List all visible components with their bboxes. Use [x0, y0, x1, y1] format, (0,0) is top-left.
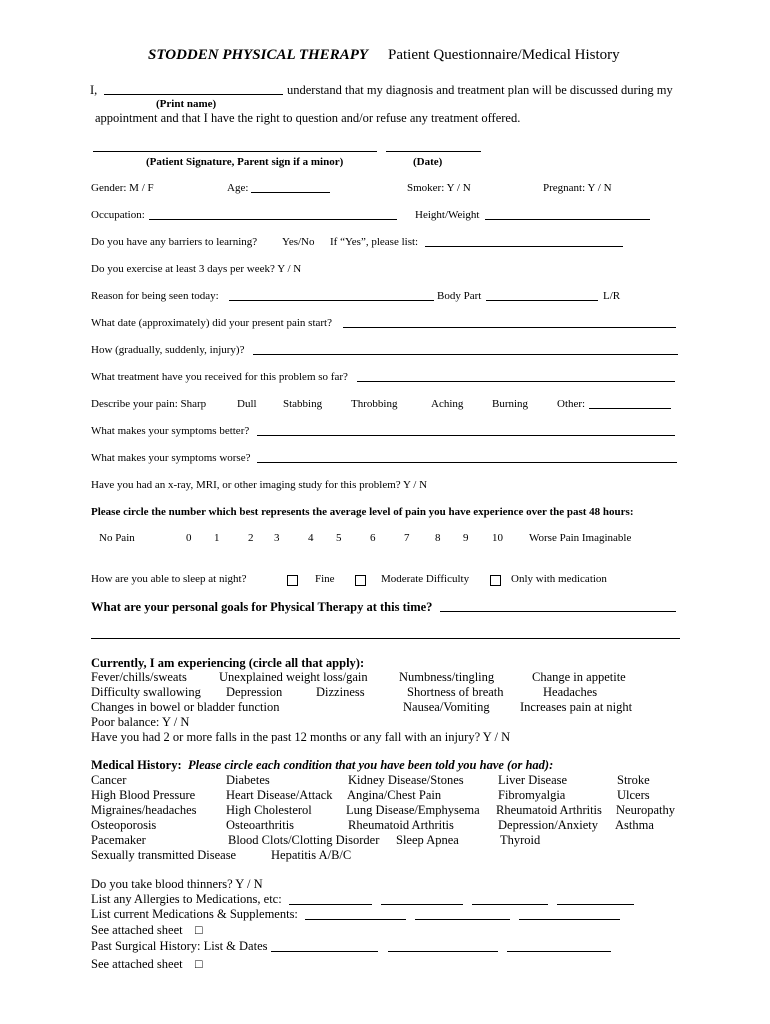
form-title: Patient Questionnaire/Medical History	[388, 47, 620, 63]
poor-balance: Poor balance: Y / N	[91, 715, 190, 729]
condition-liver: Liver Disease	[498, 773, 568, 787]
reason-label: Reason for being seen today:	[91, 290, 219, 302]
sleep-moderate-label: Moderate Difficulty	[381, 573, 470, 585]
condition-kidney: Kidney Disease/Stones	[348, 773, 464, 787]
condition-lung: Lung Disease/Emphysema	[346, 803, 480, 817]
symptom-numbness: Numbness/tingling	[399, 670, 495, 684]
body-part-label: Body Part	[437, 290, 482, 302]
allergies-label: List any Allergies to Medications, etc:	[91, 892, 282, 906]
age-field[interactable]	[251, 192, 330, 193]
pain-type-dull: Dull	[237, 398, 257, 410]
symptom-depression: Depression	[226, 685, 283, 699]
current-meds-field-3[interactable]	[519, 919, 620, 920]
medical-history-instruction: Please circle each condition that you have been told you have (or had):	[188, 758, 554, 772]
gender-label: Gender: M / F	[91, 182, 154, 194]
symptom-breath: Shortness of breath	[407, 685, 504, 699]
pain-scale-4[interactable]: 4	[308, 532, 314, 544]
allergies-field-4[interactable]	[557, 904, 634, 905]
condition-cholesterol: High Cholesterol	[226, 803, 312, 817]
sleep-fine-checkbox[interactable]	[287, 575, 298, 586]
surgical-field-1[interactable]	[271, 951, 378, 952]
current-meds-label: List current Medications & Supplements:	[91, 907, 298, 921]
pain-scale-9[interactable]: 9	[463, 532, 469, 544]
condition-std: Sexually transmitted Disease	[91, 848, 237, 862]
pain-start-field[interactable]	[343, 327, 676, 328]
pain-type-stabbing: Stabbing	[283, 398, 323, 410]
smoker-label: Smoker: Y / N	[407, 182, 471, 194]
date-caption: (Date)	[413, 156, 443, 168]
falls-question: Have you had 2 or more falls in the past 12 months or any fall with an injury? Y / N	[91, 730, 511, 744]
goals-field-2[interactable]	[91, 638, 680, 639]
pain-how-question: How (gradually, suddenly, injury)?	[91, 344, 245, 356]
pain-type-burning: Burning	[492, 398, 529, 410]
current-meds-field-1[interactable]	[305, 919, 406, 920]
goals-field-1[interactable]	[440, 611, 676, 612]
pain-scale-min-label: No Pain	[99, 532, 135, 544]
condition-osteoarthritis: Osteoarthritis	[226, 818, 295, 832]
sleep-medication-checkbox[interactable]	[490, 575, 501, 586]
pain-scale-0[interactable]: 0	[186, 532, 192, 544]
describe-pain-label: Describe your pain: Sharp	[91, 398, 207, 410]
reason-field[interactable]	[229, 300, 434, 301]
barriers-yes-no: Yes/No	[282, 236, 315, 248]
condition-hepatitis: Hepatitis A/B/C	[271, 848, 352, 862]
pain-type-throbbing: Throbbing	[351, 398, 398, 410]
condition-sleep-apnea: Sleep Apnea	[396, 833, 459, 847]
height-weight-field[interactable]	[485, 219, 650, 220]
signature-field[interactable]	[93, 151, 377, 152]
condition-blood-clots: Blood Clots/Clotting Disorder	[228, 833, 380, 847]
current-meds-field-2[interactable]	[415, 919, 510, 920]
pain-scale-max-label: Worse Pain Imaginable	[529, 532, 632, 544]
condition-osteoporosis: Osteoporosis	[91, 818, 157, 832]
condition-stroke: Stroke	[617, 773, 650, 787]
symptom-nausea: Nausea/Vomiting	[403, 700, 490, 714]
condition-asthma: Asthma	[615, 818, 654, 832]
condition-thyroid: Thyroid	[500, 833, 541, 847]
body-part-field[interactable]	[486, 300, 598, 301]
print-name-caption: (Print name)	[156, 98, 217, 110]
barriers-list-field[interactable]	[425, 246, 623, 247]
allergies-field-1[interactable]	[289, 904, 372, 905]
pain-scale-6[interactable]: 6	[370, 532, 376, 544]
pain-start-question: What date (approximately) did your present pain start?	[91, 317, 332, 329]
blood-thinners-question: Do you take blood thinners? Y / N	[91, 877, 263, 891]
symptom-swallowing: Difficulty swallowing	[91, 685, 201, 699]
pain-scale-7[interactable]: 7	[404, 532, 410, 544]
worse-question: What makes your symptoms worse?	[91, 452, 251, 464]
signature-caption: (Patient Signature, Parent sign if a minor)	[146, 156, 344, 168]
barriers-list-label: If “Yes”, please list:	[330, 236, 419, 248]
worse-field[interactable]	[257, 462, 677, 463]
occupation-label: Occupation:	[91, 209, 145, 221]
age-label: Age:	[227, 182, 249, 194]
sleep-fine-label: Fine	[315, 573, 335, 585]
currently-heading: Currently, I am experiencing (circle all that apply):	[91, 656, 365, 670]
print-name-field[interactable]	[104, 94, 283, 95]
pain-type-other: Other:	[557, 398, 586, 410]
condition-ulcers: Ulcers	[617, 788, 650, 802]
symptom-fever: Fever/chills/sweats	[91, 670, 187, 684]
lr-label: L/R	[603, 290, 621, 302]
occupation-field[interactable]	[149, 219, 397, 220]
symptom-night-pain: Increases pain at night	[520, 700, 633, 714]
imaging-question: Have you had an x-ray, MRI, or other imaging study for this problem? Y / N	[91, 479, 428, 491]
pain-scale-instruction: Please circle the number which best represents the average level of pain you have experience over the past 48 hours:	[91, 506, 634, 518]
exercise-question: Do you exercise at least 3 days per week? Y / N	[91, 263, 302, 275]
see-attached-meds-checkbox[interactable]: □	[195, 923, 203, 937]
surgical-field-2[interactable]	[388, 951, 498, 952]
pain-type-aching: Aching	[431, 398, 464, 410]
pain-how-field[interactable]	[253, 354, 678, 355]
company-name: STODDEN PHYSICAL THERAPY	[148, 47, 369, 63]
pain-scale-1[interactable]: 1	[214, 532, 220, 544]
allergies-field-2[interactable]	[381, 904, 463, 905]
date-field[interactable]	[386, 151, 481, 152]
condition-fibromyalgia: Fibromyalgia	[498, 788, 566, 802]
condition-hbp: High Blood Pressure	[91, 788, 196, 802]
treatment-field[interactable]	[357, 381, 675, 382]
condition-depression: Depression/Anxiety	[498, 818, 598, 832]
condition-rheumatoid-2: Rheumatoid Arthritis	[348, 818, 454, 832]
surgical-history-label: Past Surgical History: List & Dates	[91, 939, 268, 953]
condition-neuropathy: Neuropathy	[616, 803, 676, 817]
pain-other-field[interactable]	[589, 408, 671, 409]
better-field[interactable]	[257, 435, 675, 436]
pregnant-label: Pregnant: Y / N	[543, 182, 612, 194]
medical-history-label: Medical History:	[91, 758, 182, 772]
goals-question: What are your personal goals for Physical Therapy at this time?	[91, 600, 433, 614]
sleep-medication-label: Only with medication	[511, 573, 607, 585]
sleep-moderate-checkbox[interactable]	[355, 575, 366, 586]
surgical-field-3[interactable]	[507, 951, 611, 952]
symptom-appetite: Change in appetite	[532, 670, 626, 684]
condition-diabetes: Diabetes	[226, 773, 270, 787]
treatment-question: What treatment have you received for this problem so far?	[91, 371, 348, 383]
consent-line1: understand that my diagnosis and treatment plan will be discussed during my	[287, 83, 673, 97]
condition-angina: Angina/Chest Pain	[347, 788, 442, 802]
pain-scale-8[interactable]: 8	[435, 532, 441, 544]
consent-i: I,	[90, 83, 98, 97]
pain-scale-3[interactable]: 3	[274, 532, 280, 544]
condition-cancer: Cancer	[91, 773, 127, 787]
symptom-headaches: Headaches	[543, 685, 598, 699]
sleep-question: How are you able to sleep at night?	[91, 573, 247, 585]
pain-scale-10[interactable]: 10	[492, 532, 503, 544]
see-attached-meds-label: See attached sheet	[91, 923, 183, 937]
pain-scale-5[interactable]: 5	[336, 532, 342, 544]
allergies-field-3[interactable]	[472, 904, 548, 905]
condition-pacemaker: Pacemaker	[91, 833, 146, 847]
better-question: What makes your symptoms better?	[91, 425, 250, 437]
symptom-dizziness: Dizziness	[316, 685, 365, 699]
barriers-question: Do you have any barriers to learning?	[91, 236, 258, 248]
symptom-bowel: Changes in bowel or bladder function	[91, 700, 280, 714]
pain-scale-2[interactable]: 2	[248, 532, 254, 544]
condition-migraines: Migraines/headaches	[91, 803, 197, 817]
condition-rheumatoid-1: Rheumatoid Arthritis	[496, 803, 602, 817]
see-attached-surgical-label: See attached sheet	[91, 957, 183, 971]
height-weight-label: Height/Weight	[415, 209, 480, 221]
condition-heart: Heart Disease/Attack	[226, 788, 333, 802]
symptom-weight: Unexplained weight loss/gain	[219, 670, 368, 684]
consent-line2: appointment and that I have the right to question and/or refuse any treatment offered.	[95, 111, 521, 125]
see-attached-surgical-checkbox[interactable]: □	[195, 957, 203, 971]
